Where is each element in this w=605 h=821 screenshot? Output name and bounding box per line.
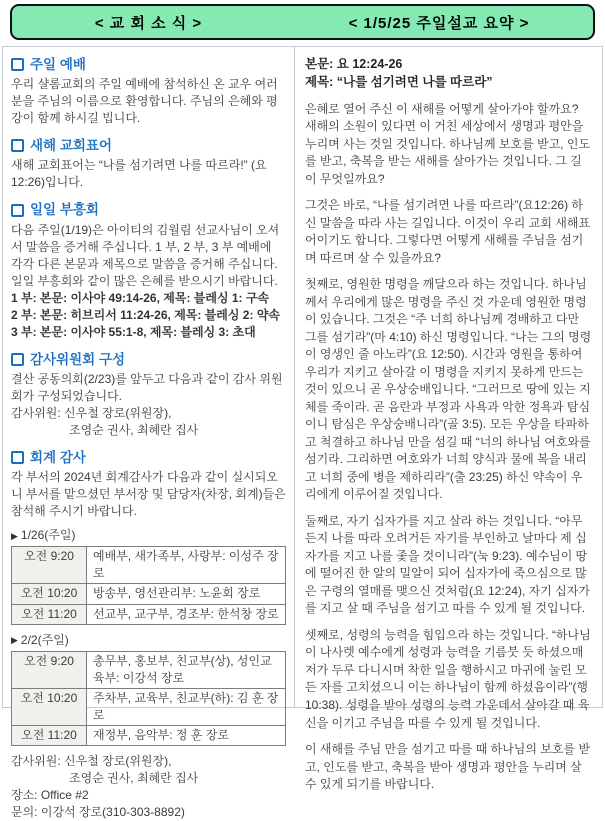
header-bar (10, 4, 595, 40)
section-title (11, 350, 286, 369)
audit-day1-label (11, 527, 286, 544)
sermon-paragraph: 둘째로, 자기 십자가를 지고 살라 하는 것입니다. “아무든지 나를 따라 오려거든 자기를 부인하고 날마다 제 십자가를 지고 나를 좇을 것이니라”(눅 9:23). 예수님이 땅에 떨어진 한 알의 밀알이 되어 십자가에 죽으심으로 많은 구령의 열매를 맺으신 것처럼(요 12:24), 자기 십자가를 지고 살 때 주님을 섬기고 따를 수 있게 될 것입니다. (305, 513, 590, 616)
section-body: 각 부서의 2024년 회계감사가 다음과 같이 실시되오니 부서를 맡으셨던 부서장 및 담당자(차장, 회계)들은 참석해 주시기 바랍니다. (11, 470, 286, 519)
audit-day2-date: 2/2(주일) (20, 632, 69, 647)
audit-depts-cell: 총무부, 홍보부, 친교부(상), 성인교육부: 이강석 장로 (87, 651, 286, 688)
section-revival-meeting (11, 200, 286, 340)
service-2-line: 2 부: 본문: 히브리서 11:24-26, 제목: 블레싱 2: 약속 (11, 307, 281, 322)
table-row (12, 651, 286, 688)
church-news-column (3, 47, 295, 819)
committee-members-line2: 조영순 권사, 최혜란 집사 (69, 423, 199, 438)
section-title-text: 일일 부흥회 (30, 202, 99, 218)
sermon-paragraph: 은혜로 열어 주신 이 새해를 어떻게 살아가야 할까요? 새해의 소원이 있다면 이 거친 세상에서 생명과 평안을 누리며 사는 것일 것입니다. 하나님께 보호를 받고, 인도를 받고, 축복을 받는 새해를 살아가는 것입니다. 그 길이 무엇일까요? (305, 101, 591, 186)
section-body: 다음 주일(1/19)은 아이티의 김월림 선교사님이 오셔서 말씀을 증거해 주십니다. 1 부, 2 부, 3 부 예배에 각각 다른 본문과 제목으로 말씀을 증거해 주십니다. 일일 부흥회와 같이 많은 은혜를 받으시기 바랍니다. (11, 222, 280, 288)
audit-time-cell: 오전 10:20 (12, 584, 87, 604)
audit-time-cell: 오전 10:20 (12, 688, 87, 725)
audit-location: 장소: Office #2 (11, 787, 89, 802)
section-audit-committee (11, 350, 286, 439)
section-sunday-worship (11, 55, 286, 127)
triangle-bullet-icon: ▶ (11, 530, 18, 541)
square-bullet-icon (11, 204, 24, 217)
section-accounting-audit (11, 448, 286, 821)
section-new-year-motto (11, 136, 286, 191)
audit-day2-label (11, 632, 286, 649)
audit-time-cell: 오전 11:20 (12, 604, 87, 624)
sermon-column (295, 47, 602, 792)
audit-depts-cell: 방송부, 영선관리부: 노윤회 장로 (87, 584, 286, 604)
section-title-text: 감사위원회 구성 (30, 351, 126, 367)
section-title (11, 55, 286, 74)
content-area (2, 46, 603, 819)
audit-depts-cell: 선교부, 교구부, 경조부: 한석창 장로 (87, 604, 286, 624)
sermon-paragraph: 이 새해를 주님 만을 섬기고 따를 때 하나님의 보호를 받고, 인도를 받고, 축복을 받아 생명과 평안을 누리며 살 수 있게 되기를 바랍니다. (305, 742, 591, 792)
service-1-line: 1 부: 본문: 이사야 49:14-26, 제목: 블레싱 1: 구속 (11, 290, 270, 305)
section-body: 우리 샬롬교회의 주일 예배에 참석하신 온 교우 여러분을 주님의 이름으로 환영합니다. 주님의 은혜와 평강이 함께 하시길 빕니다. (11, 77, 278, 126)
audit-depts-cell: 주차부, 교육부, 친교부(하): 김 훈 장로 (87, 688, 286, 725)
church-news-header: < 교 회 소 식 > (94, 14, 203, 32)
section-body: 새해 교회표어는 “나를 섬기려면 나를 따르라!” (요 12:26)입니다. (11, 158, 267, 190)
audit-committee-line2: 조영순 권사, 최혜란 집사 (69, 770, 199, 785)
audit-time-cell: 오전 9:20 (12, 547, 87, 584)
table-row (12, 604, 286, 624)
table-row (12, 725, 286, 745)
section-title-text: 회계 감사 (30, 450, 86, 466)
table-row (12, 547, 286, 584)
sermon-paragraph: 그것은 바로, “나를 섬기려면 나를 따르라”(요12:26) 하신 말씀을 따라 사는 길입니다. 이것이 우리 교회 새해표어이기도 합니다. 그렇다면 어떻게 새해를 주님을 섬기며 따르며 살 수 있을까요? (305, 198, 591, 265)
audit-depts-cell: 예배부, 새가족부, 사랑부: 이성주 장로 (87, 547, 286, 584)
sermon-paragraph: 셋째로, 성령의 능력을 힘입으라 하는 것입니다. “하나님이 나사렛 예수에게 성령과 능력을 기름붓 듯 하셨으매 저가 두루 다니시며 착한 일을 행하시고 마귀에 눌린 모든 자를 고치셨으니 이는 하나님이 함께 하셨음이라”(행 10:38). 성령을 받아 성령의 능력 가운데서 살아갈 때 육신을 이기고 주님을 따를 수 있게 될 것입니다. (305, 627, 591, 730)
audit-depts-cell: 재정부, 음악부: 정 훈 장로 (87, 725, 286, 745)
sermon-paragraph: 첫째로, 영원한 명령을 깨달으라 하는 것입니다. 하나님께서 우리에게 많은 명령을 주신 것 가운데 영원한 명령이 있습니다. 그것은 “주 너희 하나님께 경배하고 다만 그를 섬기라”(마 4:10) 하신 명령입니다. “나는 그의 명령이 영생인 줄 아노라”(요 12:50). 시간과 영원을 통하여 우리가 지키고 살아갈 이 명령을 지키지 못하게 만드는 것이 있으니 곧 우상숭배입니다. “그러므로 땅에 있는 지체를 죽이라. 곧 음란과 부정과 사욕과 악한 정욕과 탐심이니 탐심은 우상숭배니라”(골 3:5). 모든 우상을 타파하고 척결하고 하나님 만을 섬길 때 “너의 하나님 여호와를 섬기라. 그리하면 여호와가 너희 양식과 물에 복을 내리고 너희 중에 병을 제하리라”(출 23:25) 하신 약속이 우리에게 이루어질 것입니다. (305, 277, 592, 502)
sermon-title: 제목: “나를 섬기려면 나를 따르라” (305, 75, 493, 90)
section-title-text: 새해 교회표어 (30, 138, 112, 154)
audit-time-cell: 오전 9:20 (12, 651, 87, 688)
section-title-text: 주일 예배 (30, 57, 86, 72)
section-body: 결산 공동의회(2/23)를 앞두고 다음과 같이 감사 위원회가 구성되었습니다. (11, 372, 283, 404)
audit-table-day1 (11, 546, 286, 624)
square-bullet-icon (11, 139, 24, 152)
table-row (12, 688, 286, 725)
service-3-line: 3 부: 본문: 이사야 55:1-8, 제목: 블레싱 3: 초대 (11, 324, 256, 339)
bulletin-page (0, 4, 605, 819)
section-title (11, 448, 286, 467)
section-title (11, 136, 286, 155)
sermon-summary-header: < 1/5/25 주일설교 요약 > (348, 14, 530, 32)
table-row (12, 584, 286, 604)
committee-members-line1: 감사위원: 신우철 장로(위원장), (11, 406, 172, 421)
sermon-scripture: 본문: 요 12:24-26 (305, 57, 403, 71)
audit-day1-date: 1/26(주일) (20, 528, 76, 543)
section-title (11, 200, 286, 219)
audit-committee-line1: 감사위원: 신우철 장로(위원장), (11, 753, 172, 768)
square-bullet-icon (11, 353, 24, 366)
square-bullet-icon (11, 58, 24, 71)
audit-table-day2 (11, 651, 286, 746)
triangle-bullet-icon: ▶ (11, 634, 18, 645)
audit-time-cell: 오전 11:20 (12, 725, 87, 745)
audit-contact: 문의: 이강석 장로(310-303-8892) (11, 804, 185, 819)
square-bullet-icon (11, 451, 24, 464)
